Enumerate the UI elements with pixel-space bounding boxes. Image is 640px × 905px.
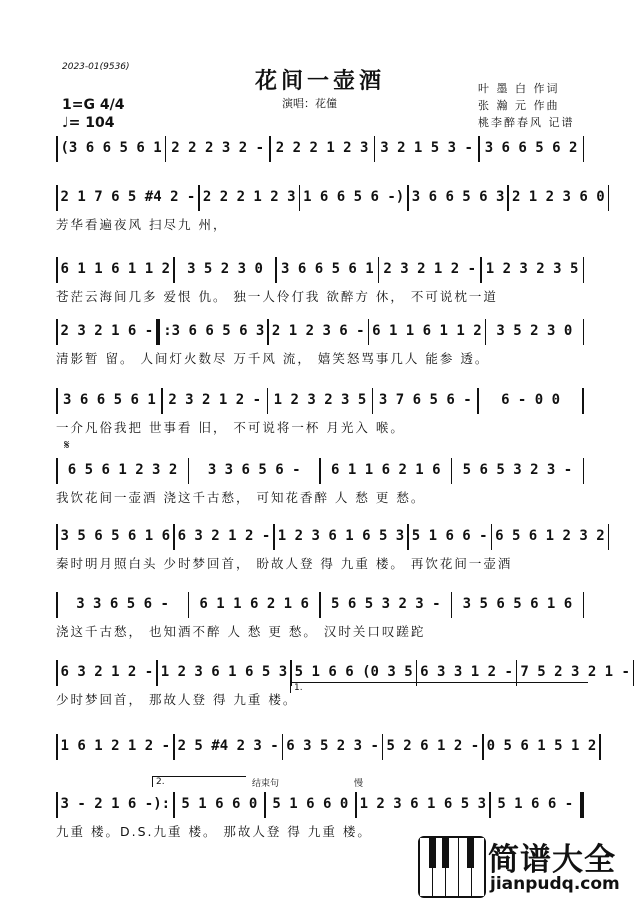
measure: 5 6 5 3 2 3 -: [331, 596, 441, 612]
measure: 5 1 6 6 (0 3 5: [294, 664, 413, 680]
notation-line: [56, 592, 584, 618]
site-logo: [418, 832, 630, 898]
bar-line: [583, 257, 585, 283]
volta-first-ending: 1.: [290, 682, 588, 693]
measure: 2 2 2 1 2 3: [202, 189, 296, 205]
measure: 3 5 6 5 6 1 6: [462, 596, 573, 612]
composer-credit: 张 瀚 元 作曲: [478, 99, 560, 112]
measure: 2 3 2 1 6 -: [60, 323, 154, 339]
measure: 6 5 6 1 2 3 2: [67, 462, 178, 478]
key-signature: 1=G 4/4: [62, 97, 125, 113]
measure: 2 1 2 3 6 0: [511, 189, 605, 205]
notation-line: [56, 458, 584, 484]
measure: :3 6 6 5 6 3: [163, 323, 265, 339]
song-title: 花间一壶酒: [254, 68, 385, 94]
measure: 6 3 3 1 2 -: [420, 664, 513, 680]
notation-line: [56, 185, 605, 211]
bar-line: [583, 136, 585, 162]
measure: (3 6 6 5 6 1: [60, 140, 162, 156]
measure: 3 5 6 5 6 1 6: [60, 528, 171, 544]
measure: 3 6 6 5 6 1: [281, 261, 374, 277]
measure: 2 2 2 3 2 -: [171, 140, 264, 156]
measure: 3 6 6 5 6 2: [484, 140, 578, 156]
measure: 3 5 2 3 0: [496, 323, 573, 339]
credits: [478, 80, 575, 131]
notation-line: [56, 734, 597, 760]
measure: 1 2 3 6 1 6 5 3: [160, 664, 288, 680]
measure: 1 2 3 6 1 6 5 3: [277, 528, 405, 544]
measure: 5 1 6 6 0: [272, 796, 349, 812]
measure: 1 6 1 2 1 2 -: [60, 738, 171, 754]
measure: 5 1 6 6 -: [411, 528, 488, 544]
singer-credit: 演唱：花僮: [282, 97, 337, 110]
bar-line: [583, 319, 585, 345]
score-meta: [62, 96, 124, 132]
lyrics-line: 少时梦回首， 那故人登 得 九重 楼。: [56, 692, 298, 707]
measure: 5 1 6 6 -: [497, 796, 574, 812]
notation-line: [56, 792, 584, 818]
measure: 6 1 1 6 2 1 6: [331, 462, 441, 478]
tempo-marking: ♩= 104: [62, 115, 115, 131]
measure: 6 3 5 2 3 -: [286, 738, 379, 754]
ending-label: 结束句: [252, 779, 280, 789]
notation-line: [56, 136, 584, 162]
lyricist-credit: 叶 墨 白 作词: [478, 82, 560, 95]
lyrics-line: 芳华看遍夜风 扫尽九 州，: [56, 217, 228, 232]
measure: 5 1 6 6 0: [181, 796, 258, 812]
measure: 3 6 6 5 6 1: [63, 392, 156, 408]
measure: 0 5 6 1 5 1 2: [486, 738, 597, 754]
measure: 7 5 2 3 2 1 -: [520, 664, 630, 680]
measure: 3 5 2 3 0: [187, 261, 263, 277]
measure: 1 6 6 5 6 -): [303, 189, 405, 205]
measure: 3 - 2 1 6 -):: [60, 796, 171, 812]
score-code: 2023-01(9536): [62, 62, 130, 72]
lyrics-line: 秦时明月照白头 少时梦回首， 盼故人登 得 九重 楼。 再饮花间一壶酒: [56, 556, 513, 571]
measure: 2 2 2 1 2 3: [275, 140, 369, 156]
measure: 2 1 7 6 5 #4 2 -: [60, 189, 196, 205]
bar-line: [580, 792, 584, 818]
bar-line: [582, 388, 584, 414]
measure: 3 6 6 5 6 3: [411, 189, 505, 205]
measure: 3 3 6 5 6 -: [76, 596, 169, 612]
lyrics-line: 一介凡俗我把 世事看 旧， 不可说将一杯 月光入 喉。: [56, 420, 405, 435]
bar-line: [583, 458, 585, 484]
lyrics-line: 我饮花间一壶酒 浇这千古愁， 可知花香醉 人 愁 更 愁。: [56, 490, 426, 505]
measure: 3 2 1 5 3 -: [380, 140, 473, 156]
measure: 5 6 5 3 2 3 -: [462, 462, 573, 478]
measure: 2 5 #4 2 3 -: [177, 738, 279, 754]
lyrics-line: 清影暂 留。 人间灯火数尽 万千风 流， 嬉笑怒骂事几人 能参 透。: [56, 351, 490, 366]
measure: 6 5 6 1 2 3 2: [495, 528, 605, 544]
lyrics-line: 浇这千古愁， 也知酒不醉 人 愁 更 愁。 汉时关口叹蹉跎: [56, 624, 426, 639]
bar-line: [608, 524, 610, 550]
piano-icon: [418, 836, 486, 898]
slow-marking: 慢: [354, 779, 364, 789]
measure: 2 3 2 1 2 -: [383, 261, 477, 277]
lyrics-line: 九重 楼。D.S.九重 楼。 那故人登 得 九重 楼。: [56, 824, 372, 839]
notation-line: [56, 257, 584, 283]
bar-line: [633, 660, 635, 686]
logo-url: jianpudq.com: [490, 874, 620, 894]
segno-sign: 𝄋: [64, 438, 70, 453]
measure: 2 3 2 1 2 -: [168, 392, 262, 408]
measure: 6 1 1 6 1 1 2: [60, 261, 171, 277]
measure: 6 3 2 1 2 -: [60, 664, 154, 680]
measure: 1 2 3 2 3 5: [485, 261, 579, 277]
measure: 1 2 3 6 1 6 5 3: [359, 796, 487, 812]
bar-line: [583, 592, 585, 618]
measure: 5 2 6 1 2 -: [386, 738, 480, 754]
bar-line: [608, 185, 610, 211]
measure: 1 2 3 2 3 5: [273, 392, 367, 408]
transcriber-credit: 桃李醉春风 记谱: [478, 116, 575, 129]
volta-second-ending: 2.: [152, 776, 246, 787]
measure: 6 1 1 6 2 1 6: [199, 596, 309, 612]
logo-title: 简谱大全: [488, 842, 616, 878]
measure: 6 - 0 0: [501, 392, 561, 408]
notation-line: [56, 388, 584, 414]
notation-line: [56, 319, 584, 345]
notation-line: [56, 524, 605, 550]
lyrics-line: 苍茫云海间几多 爱恨 仇。 独一人伶仃我 欲醉方 休， 不可说枕一道: [56, 289, 498, 304]
measure: 2 1 2 3 6 -: [271, 323, 365, 339]
measure: 3 7 6 5 6 -: [378, 392, 472, 408]
measure: 6 1 1 6 1 1 2: [372, 323, 482, 339]
bar-line: [599, 734, 601, 760]
measure: 6 3 2 1 2 -: [177, 528, 271, 544]
measure: 3 3 6 5 6 -: [207, 462, 301, 478]
